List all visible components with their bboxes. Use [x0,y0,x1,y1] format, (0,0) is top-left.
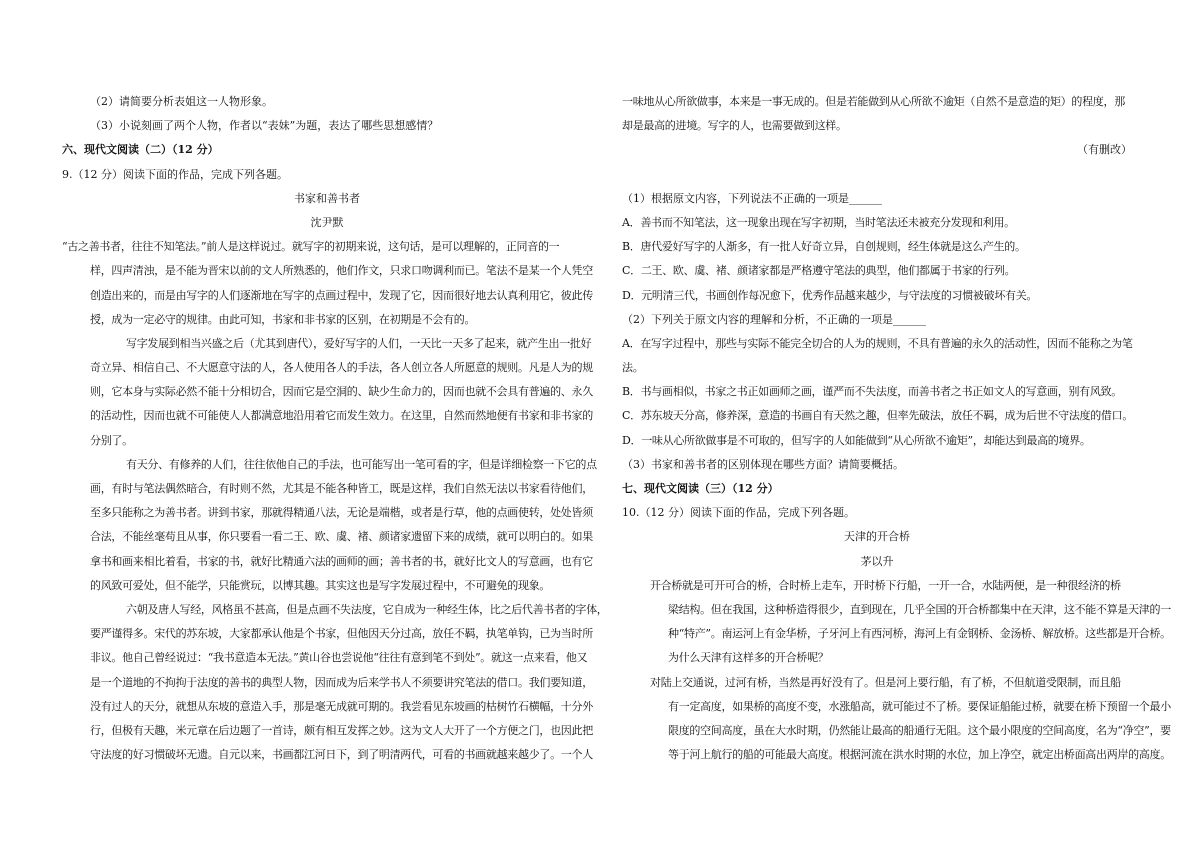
text-line: 为什么天津有这样多的开合桥呢？ [668,651,829,665]
option-c: C．苏东坡天分高，修养深，意造的书画自有天然之趣，但率先破法，放任不羁，成为后世不守法度的借口。 [622,409,1134,423]
text-line: 一味地从心所欲做事，本来是一事无成的。但是若能做到从心所欲不逾矩（自然不是意造的矩）的程度，那 [622,95,1125,108]
text-line: “古之善书者，往往不知笔法。”前人是这样说过。就写字的初期来说，这句话，是可以理解的，正同音的一 [62,240,560,254]
paragraph-3 [62,453,597,598]
paragraph-5 [622,90,1132,138]
text-line: 有天分、有修养的人们，往往依他自己的手法，也可能写出一笔可看的字，但是详细检察一下它的点 [126,457,597,471]
section-6-heading: 六、现代文阅读（二）（12 分） [62,143,219,157]
text-line: 画，有时与笔法偶然暗合，有时则不然，尤其是不能各种皆工，既是这样，我们自然无法以书家看待他们， [90,482,593,495]
text-line: 守法度的好习惯破坏无遗。自元以来，书画都江河日下，到了明清两代，可看的书画就越来越少了。一个人 [90,748,593,762]
text-line: 写字发展到相当兴盛之后（尤其到唐代），爱好写字的人们，一天比一天多了起来，就产生出一批好 [126,336,592,350]
option-d: D．一味从心所欲做事是不可取的，但写字的人如能做到“从心所欲不逾矩”，却能达到最高的境界。 [622,433,1091,447]
text-line: 则，它本身与实际必然不能十分相切合，因而它是空洞的、缺少生命力的，因而也就不会具有普遍的、永久 [90,385,593,399]
paragraph-b [622,671,1171,768]
text-line: 有一定高度，如果桥的高度不变，水涨船高，就可能过不了桥。要保证船能过桥，就要在桥下预留一个最小 [668,699,1171,713]
text-line: 种“特产”。南运河上有金华桥，子牙河上有西河桥，海河上有金钢桥、金汤桥、解放桥。这些都是开合桥。 [668,627,1171,641]
article-author: 沈尹默 [310,215,344,229]
option-b: B．书与画相似，书家之书正如画师之画，谨严而不失法度，而善书者之书正如文人的写意画，别有风致。 [622,385,1122,399]
edited-note: （有删改） [1077,143,1132,157]
option-d: D．元明清三代，书画创作每况愈下，优秀作品越来越少，与守法度的习惯被破坏有关。 [622,288,1038,302]
question-10-intro: 10.（12 分）阅读下面的作品，完成下列各题。 [622,506,855,520]
text-line: 没有过人的天分，就想从东坡的意造入手，那是毫无成就可期的。我尝看见东坡画的枯树竹石横幅，十分外 [90,699,593,713]
paragraph-a [622,574,1171,671]
left-column [62,90,608,767]
paragraph-4 [62,598,608,767]
paragraph-2 [62,332,592,453]
paragraph-1 [62,235,592,332]
text-line: 是一个道地的不拘拘于法度的善书的典型人物，因而成为后来学书人不须要讲究笔法的借口。我们要知道， [90,675,593,689]
text-line: 分别了。 [90,433,133,447]
text-line: 至多只能称之为善书者。讲到书家，那就得精通八法，无论是端楷，或者是行草，他的点画使转，处处皆须 [90,506,593,520]
question-9-intro: 9.（12 分）阅读下面的作品，完成下列各题。 [62,167,288,181]
text-line: 梁结构。但在我国，这种桥造得很少，直到现在，几乎全国的开合桥都集中在天津，这不能不算是天津的一 [668,602,1171,616]
text-line: 等于河上航行的船的可能最大高度。根据河流在洪水时期的水位，加上净空，就定出桥面高出两岸的高度。 [668,748,1171,762]
article-title: 天津的开合桥 [844,530,910,544]
question-2-sub: （2）请简要分析表姐这一人物形象。 [90,95,273,108]
text-line: 却是最高的进境。写字的人，也需要做到这样。 [622,119,847,133]
text-line: 的活动性，因而也就不可能使人人都满意地沿用着它而发生效力。在这里，自然而然地便有书家和非书家的 [90,409,593,423]
text-line: 开合桥就是可开可合的桥，合时桥上走车，开时桥下行船，一开一合，水陆两便，是一种很经济的桥 [650,578,1121,592]
text-line: 非议。他自己曾经说过：“我书意造本无法。”黄山谷也尝说他“往往有意到笔不到处”。就这一点来看，他又 [90,651,588,665]
option-b: B．唐代爱好写字的人渐多，有一批人好奇立异，自创规则，经生体就是这么产生的。 [622,240,1026,254]
text-line: 对陆上交通说，过河有桥，当然是再好没有了。但是河上要行船，有了桥，不但航道受限制，而且船 [650,675,1121,689]
text-line: 创造出来的，而是由写字的人们逐渐地在写字的点画过程中，发现了它，因而很好地去认真利用它，彼此传 [90,288,593,302]
text-line: 奇立异、相信自己、不大愿意守法的人，各人使用各人的手法，各人创立各人所愿意的规则。凡是人为的规 [90,361,593,375]
option-a: A．善书而不知笔法，这一现象出现在写字初期，当时笔法还未被充分发现和利用。 [622,215,1015,229]
option-a-cont: 法。 [622,361,644,375]
text-line: 要严谨得多。宋代的苏东坡，大家都承认他是个书家，但他因天分过高，放任不羁，执笔单钩，已为当时所 [90,627,593,641]
text-line: 样，四声清浊，是不能为晋宋以前的文人所熟悉的，他们作文，只求口吻调利而已。笔法不是某一个人凭空 [90,264,593,278]
option-a: A．在写字过程中，那些与实际不能完全切合的人为的规则，不具有普遍的永久的活动性，因而不能称之为笔 [622,336,1133,350]
question-2: （2）下列关于原文内容的理解和分析，不正确的一项是______ [622,312,926,326]
text-line: 行，但极有天趣，米元章在后边题了一首诗，颇有相互发挥之妙。这为文人大开了一个方便之门，也因此把 [90,723,593,737]
text-line: 的风致可爱处，但不能学，只能赏玩，以博其趣。其实这也是写字发展过程中，不可避免的现象。 [90,578,551,592]
spacer [622,163,1132,187]
question-2-options [622,332,1132,453]
question-1-options [622,211,1132,308]
article-title: 书家和善书者 [294,191,360,205]
question-3: （3）书家和善书者的区别体现在哪些方面？请简要概括。 [622,457,904,471]
text-line: 合法，不能丝毫苟且从事，你只要看一看二王、欧、虞、褚、颜诸家遗留下来的成绩，就可以明白的。如果 [90,530,593,544]
question-1: （1）根据原文内容，下列说法不正确的一项是______ [622,191,882,205]
option-c: C．二王、欧、虞、褚、颜诸家都是严格遵守笔法的典型，他们都属于书家的行列。 [622,264,1016,278]
section-7-heading: 七、现代文阅读（三）（12 分） [622,482,779,495]
question-3-sub: （3）小说刻画了两个人物，作者以“表妹”为题，表达了哪些思想感情？ [90,119,439,133]
text-line: 拿书和画来相比着看，书家的书，就好比精通六法的画师的画；善书者的书，就好比文人的写意画，也有它 [90,554,593,568]
right-column [622,90,1171,767]
text-line: 限度的空间高度，虽在大水时期，仍然能让最高的船通行无阻。这个最小限度的空间高度，名为“净空”，要 [668,723,1171,737]
text-line: 授，成为一定必守的规律。由此可知，书家和非书家的区别，在初期是不会有的。 [90,312,476,326]
article-author: 茅以升 [860,554,894,568]
text-line: 六朝及唐人写经，风格虽不甚高，但是点画不失法度，它自成为一种经生体，比之后代善书者的字体， [126,602,608,616]
